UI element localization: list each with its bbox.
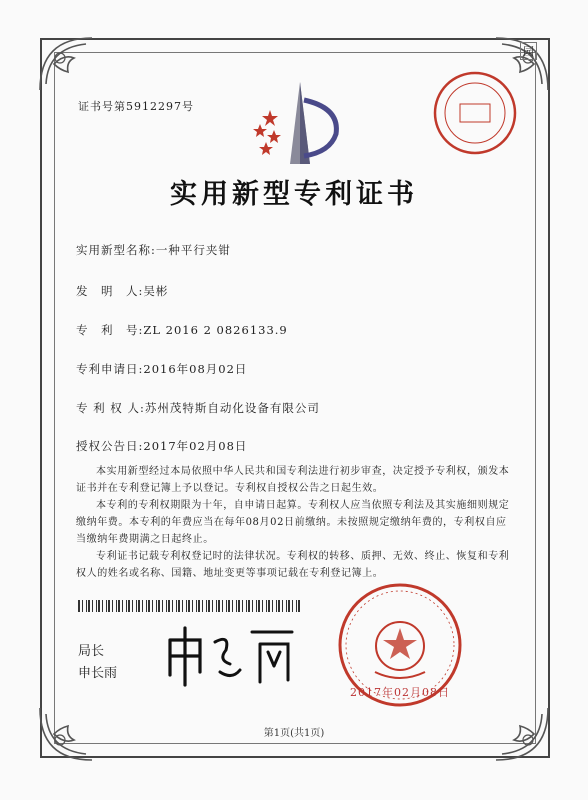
field-utility-model-name xyxy=(76,242,231,258)
print-seal xyxy=(430,68,520,158)
page-mark: 园 xyxy=(520,42,537,60)
field-application-date xyxy=(76,361,247,377)
certificate-body xyxy=(76,463,516,582)
field-inventor xyxy=(76,283,168,299)
official-title: 局长 xyxy=(78,644,105,659)
page-footer: 第1页(共1页) xyxy=(263,728,325,739)
body-paragraph: 专利证书记载专利权登记时的法律状况。专利权的转移、质押、无效、终止、恢复和专利权人的姓名或名称、国籍、地址变更等事项记载在专利登记簿上。 xyxy=(76,551,510,579)
field-label: 专 利 权 人: xyxy=(76,401,145,415)
field-value: 一种平行夹钳 xyxy=(155,243,231,257)
field-patentee xyxy=(76,400,320,416)
field-value: 2016年08月02日 xyxy=(143,362,248,376)
field-label: 专 利 号: xyxy=(76,323,144,337)
barcode xyxy=(78,600,302,612)
field-patent-number xyxy=(76,322,288,338)
patent-office-emblem xyxy=(240,78,350,168)
document-title: 实用新型专利证书 xyxy=(170,179,418,210)
field-value: 苏州茂特斯自动化设备有限公司 xyxy=(144,401,320,415)
handwritten-signature xyxy=(160,620,300,690)
corner-ornament xyxy=(36,34,96,94)
field-value: 吴彬 xyxy=(143,284,169,298)
field-label: 实用新型名称: xyxy=(76,243,156,257)
field-label: 专利申请日: xyxy=(76,362,144,376)
field-grant-date xyxy=(76,438,247,454)
body-paragraph: 本专利的专利权期限为十年，自申请日起算。专利权人应当依照专利法及其实施细则规定缴纳年费。本专利的年费应当在每年08月02日前缴纳。未按照规定缴纳年费的，专利权自应当缴纳年费期满之日起终止。 xyxy=(76,500,510,545)
body-paragraph: 本实用新型经过本局依照中华人民共和国专利法进行初步审查，决定授予专利权，颁发本证书并在专利登记簿上予以登记。专利权自授权公告之日起生效。 xyxy=(76,466,510,494)
field-value: ZL 2016 2 0826133.9 xyxy=(143,323,288,337)
certificate-number: 证书号第5912297号 xyxy=(78,100,194,113)
field-label: 发 明 人: xyxy=(76,284,144,298)
field-label: 授权公告日: xyxy=(76,439,144,453)
official-name: 申长雨 xyxy=(78,666,118,681)
seal-date: 2017年02月08日 xyxy=(350,686,450,699)
field-value: 2017年02月08日 xyxy=(143,439,248,453)
